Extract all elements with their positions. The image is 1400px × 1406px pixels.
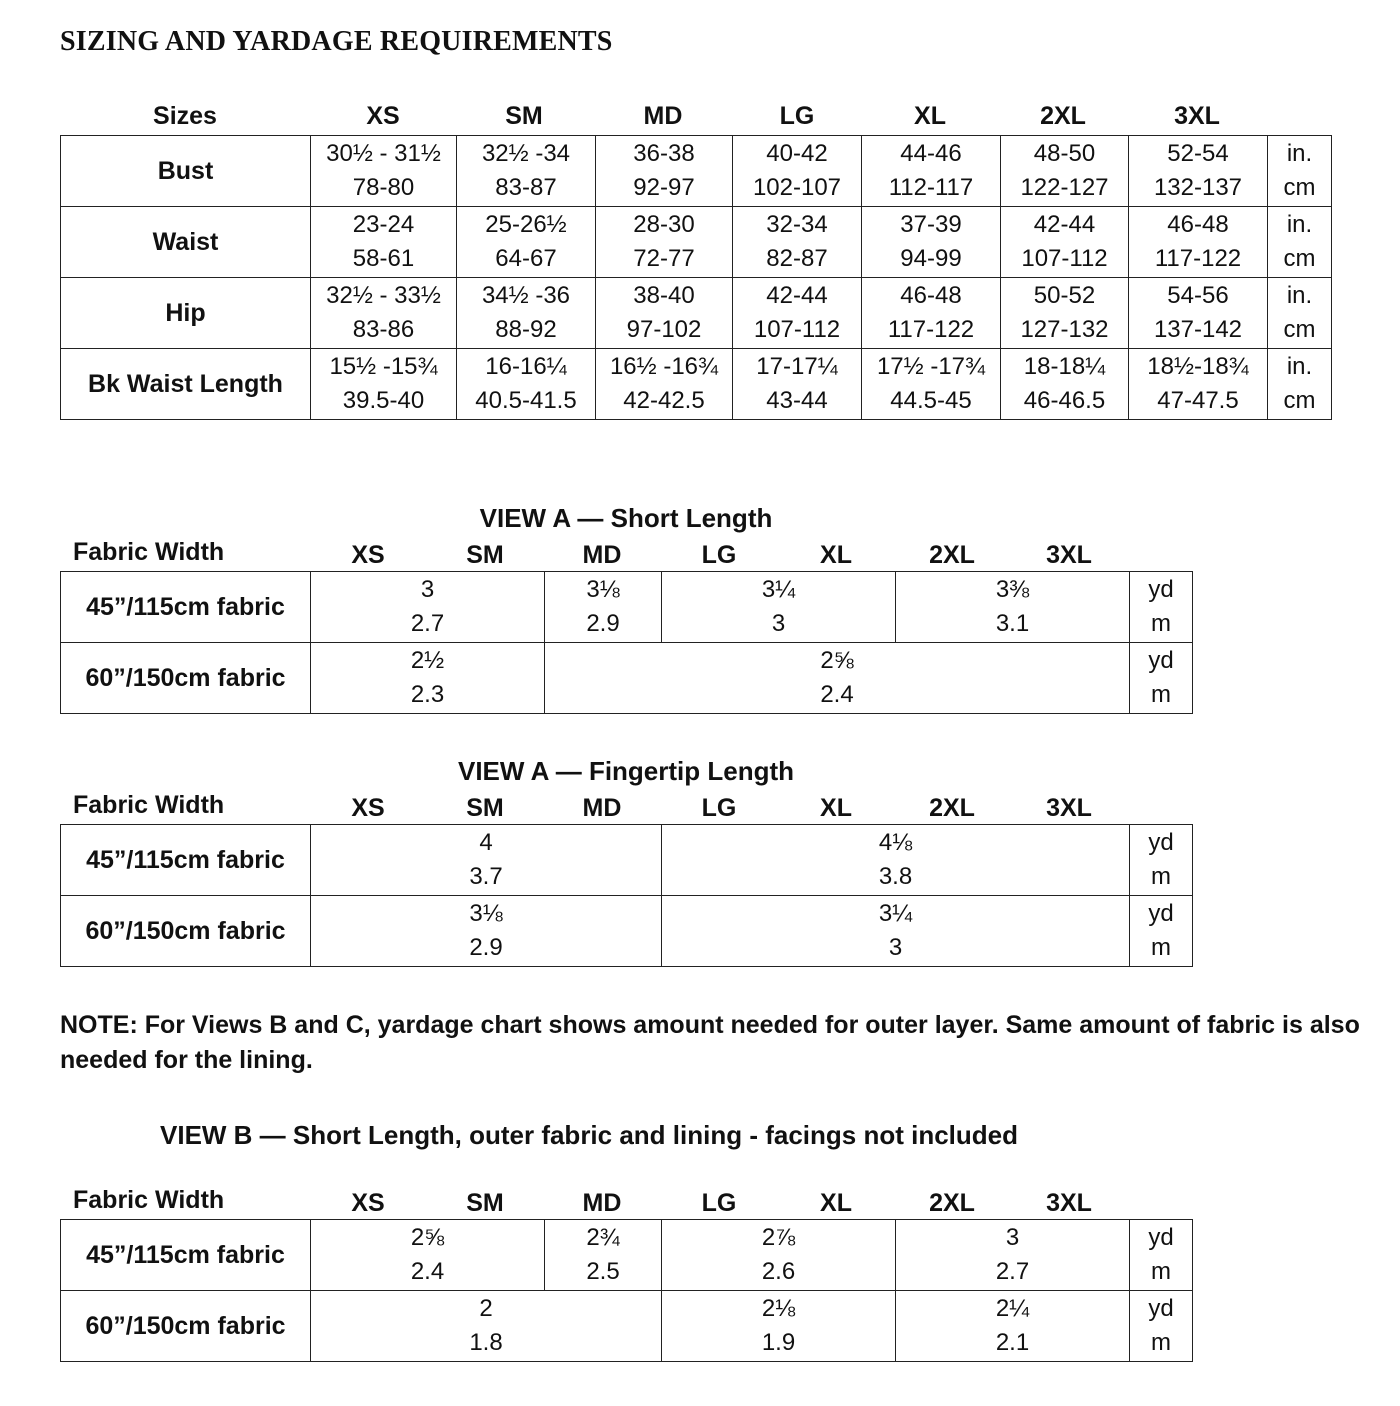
size-header-md: MD [582,794,622,822]
yardage-cell: 2¾ 2.5 [545,1220,662,1291]
measurement-cell: 18-18¼ 46-46.5 [1001,349,1129,420]
measurement-cell: 16-16¼ 40.5-41.5 [457,349,596,420]
measurement-cell: 46-48 117-122 [1129,207,1268,278]
size-header-xl: XL [914,102,946,130]
measurement-cell: 30½ - 31½ 78-80 [311,136,457,207]
size-header-2xl: 2XL [929,541,975,569]
yardage-cell: 3⅜ 3.1 [896,572,1130,643]
measurement-row-waist [61,207,1332,278]
row-label-45-fabric: 45”/115cm fabric [61,1220,311,1291]
yardage-cell: 3¼ 3 [662,896,1130,967]
row-label-bk-waist-length: Bk Waist Length [61,349,311,420]
yardage-row-45 [61,825,1193,896]
size-header-xs: XS [351,794,385,822]
measurement-cell: 37-39 94-99 [862,207,1001,278]
sizes-header-label: Sizes [153,102,217,130]
measurement-row-hip [61,278,1332,349]
row-label-60-fabric: 60”/150cm fabric [61,643,311,714]
size-header-sm: SM [505,102,543,130]
row-label-60-fabric: 60”/150cm fabric [61,1291,311,1362]
view-a-short-table [60,571,1193,714]
row-label-45-fabric: 45”/115cm fabric [61,572,311,643]
measurement-row-bust [61,136,1332,207]
measurement-cell: 25-26½ 64-67 [457,207,596,278]
size-header-3xl: 3XL [1174,102,1220,130]
yardage-row-60 [61,643,1193,714]
measurement-cell: 32-34 82-87 [733,207,862,278]
view-a-fingertip-table [60,824,1193,967]
size-header-lg: LG [701,794,737,822]
measurement-table [60,135,1332,420]
size-header-sm: SM [466,794,504,822]
yardage-row-60 [61,896,1193,967]
size-header-2xl: 2XL [1040,102,1086,130]
lining-note: NOTE: For Views B and C, yardage chart shows amount needed for outer layer. Same amount of fabric is also needed for the lining. [60,1011,1360,1074]
yardage-cell: 3 2.7 [896,1220,1130,1291]
measurement-cell: 50-52 127-132 [1001,278,1129,349]
yardage-cell: 3¼ 3 [662,572,896,643]
unit-cell: in. cm [1268,349,1332,420]
fabric-width-label: Fabric Width [73,538,225,566]
document-title: SIZING AND YARDAGE REQUIREMENTS [60,26,613,57]
measurement-cell: 32½ -34 83-87 [457,136,596,207]
measurement-cell: 54-56 137-142 [1129,278,1268,349]
size-header-lg: LG [701,1189,737,1217]
measurement-cell: 16½ -16¾ 42-42.5 [596,349,733,420]
row-label-waist: Waist [61,207,311,278]
size-header-2xl: 2XL [929,1189,975,1217]
measurement-cell: 28-30 72-77 [596,207,733,278]
measurement-cell: 38-40 97-102 [596,278,733,349]
size-header-3xl: 3XL [1046,794,1092,822]
size-header-xs: XS [351,1189,385,1217]
view-a-short-title: VIEW A — Short Length [479,503,773,533]
size-header-3xl: 3XL [1046,1189,1092,1217]
yardage-cell: 3⅛ 2.9 [311,896,662,967]
yardage-row-45 [61,572,1193,643]
size-header-md: MD [582,541,622,569]
measurement-cell: 46-48 117-122 [862,278,1001,349]
yardage-cell: 2⅞ 2.6 [662,1220,896,1291]
size-header-xs: XS [351,541,385,569]
view-b-short-title: VIEW B — Short Length, outer fabric and lining - facings not included [160,1120,1018,1150]
measurement-cell: 48-50 122-127 [1001,136,1129,207]
yardage-cell: 2⅝ 2.4 [545,643,1130,714]
measurement-cell: 44-46 112-117 [862,136,1001,207]
yardage-row-45 [61,1220,1193,1291]
measurement-cell: 32½ - 33½ 83-86 [311,278,457,349]
yardage-cell: 2¼ 2.1 [896,1291,1130,1362]
size-header-sm: SM [466,541,504,569]
unit-cell: yd m [1130,1291,1193,1362]
unit-cell: in. cm [1268,278,1332,349]
yardage-cell: 2⅛ 1.9 [662,1291,896,1362]
size-header-lg: LG [701,541,737,569]
measurement-cell: 17-17¼ 43-44 [733,349,862,420]
yardage-cell: 3⅛ 2.9 [545,572,662,643]
fabric-width-label: Fabric Width [73,791,225,819]
measurement-cell: 23-24 58-61 [311,207,457,278]
yardage-row-60 [61,1291,1193,1362]
unit-cell: yd m [1130,643,1193,714]
row-label-60-fabric: 60”/150cm fabric [61,896,311,967]
measurement-cell: 40-42 102-107 [733,136,862,207]
size-header-2xl: 2XL [929,794,975,822]
yardage-cell: 3 2.7 [311,572,545,643]
measurement-cell: 36-38 92-97 [596,136,733,207]
size-header-md: MD [643,102,683,130]
row-label-hip: Hip [61,278,311,349]
size-header-xl: XL [820,1189,852,1217]
unit-cell: in. cm [1268,136,1332,207]
size-header-3xl: 3XL [1046,541,1092,569]
size-header-xs: XS [366,102,400,130]
unit-cell: in. cm [1268,207,1332,278]
unit-cell: yd m [1130,1220,1193,1291]
yardage-cell: 2 1.8 [311,1291,662,1362]
size-header-xl: XL [820,794,852,822]
size-header-sm: SM [466,1189,504,1217]
unit-cell: yd m [1130,825,1193,896]
view-b-short-table [60,1219,1193,1362]
fabric-width-label: Fabric Width [73,1186,225,1214]
measurement-row-bk-waist-length [61,349,1332,420]
yardage-cell: 4 3.7 [311,825,662,896]
measurement-cell: 34½ -36 88-92 [457,278,596,349]
measurement-cell: 15½ -15¾ 39.5-40 [311,349,457,420]
yardage-cell: 4⅛ 3.8 [662,825,1130,896]
row-label-45-fabric: 45”/115cm fabric [61,825,311,896]
measurement-cell: 52-54 132-137 [1129,136,1268,207]
size-header-lg: LG [779,102,815,130]
measurement-cell: 42-44 107-112 [733,278,862,349]
size-header-xl: XL [820,541,852,569]
row-label-bust: Bust [61,136,311,207]
unit-cell: yd m [1130,896,1193,967]
measurement-cell: 17½ -17¾ 44.5-45 [862,349,1001,420]
measurement-cell: 42-44 107-112 [1001,207,1129,278]
yardage-cell: 2½ 2.3 [311,643,545,714]
view-a-fingertip-title: VIEW A — Fingertip Length [457,756,795,786]
yardage-cell: 2⅝ 2.4 [311,1220,545,1291]
unit-cell: yd m [1130,572,1193,643]
size-header-md: MD [582,1189,622,1217]
measurement-cell: 18½-18¾ 47-47.5 [1129,349,1268,420]
